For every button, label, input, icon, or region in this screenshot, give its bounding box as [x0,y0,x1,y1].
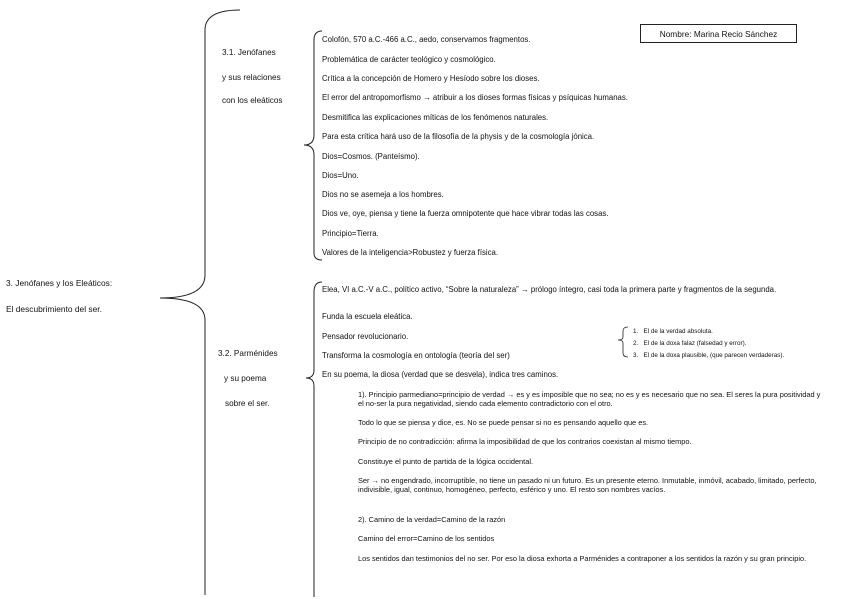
detail-paragraph: Los sentidos dan testimonios del no ser. Por eso la diosa exhorta a Parménides a contraponer a los sentidos la razón y su gran principio. [358,554,807,563]
section-2-title-line-1: 3.2. Parménides [218,349,278,358]
section-1-item: Dios no se asemeja a los hombres. [322,190,444,199]
sublist-number: 3. [633,352,639,359]
main-topic-line-1: 3. Jenófanes y los Eleáticos: [6,278,113,288]
section-2-title-line-2: y su poema [224,374,267,383]
detail-paragraph: 1). Principio parmediano=principio de verdad → es y es imposible que no sea; no es y es necesario que no sea. El seres la pura positividad y el no-ser la pura negatividad, siendo cada elemento contradictorio con el otro. [358,390,821,408]
section-2-title-line-3: sobre el ser. [225,399,270,408]
student-name: Nombre: Marina Recio Sánchez [659,28,778,39]
sublist-number: 2. [633,340,639,347]
section-1-item: Principio=Tierra. [322,229,379,238]
section-1-item: Colofón, 570 a.C.-466 a.C., aedo, conservamos fragmentos. [322,35,531,44]
section-1-item: Para esta crítica hará uso de la filosofía de la physis y de la cosmología jónica. [322,132,595,141]
section-1-item: Valores de la inteligencia>Robustez y fuerza física. [322,248,499,257]
section-1-item: Problemática de carácter teológico y cosmológico. [322,55,496,64]
section-1-item: El error del antropomorfismo → atribuir a los dioses formas físicas y psíquicas humanas. [322,93,628,102]
section-2-item: Elea, VI a.C.-V a.C., político activo, “Sobre la naturaleza” → prólogo íntegro, casi toda la primera parte y fragmentos de la segunda. [322,285,777,294]
detail-paragraph: Ser → no engendrado, incorruptible, no tiene un pasado ni un futuro. Es un presente eterno. Inmutable, inmóvil, acabado, limitado, perfecto, indivisible, igual, continuo, homogéneo, perfecto, esférico y uno. El resto son nombres vacíos. [358,476,817,494]
section-1-item: Dios=Uno. [322,171,359,180]
section-1-title-line-1: 3.1. Jenófanes [222,48,276,57]
section-1-brace [304,31,322,260]
section-1-title-line-2: y sus relaciones [222,73,281,82]
main-topic-line-2: El descubrimiento del ser. [6,304,102,314]
section-1-title-line-3: con los eleáticos [222,96,283,105]
sublist-item-1 [633,328,713,336]
detail-paragraph: Principio de no contradicción: afirma la imposibilidad de que los contrarios coexistan al mismo tiempo. [358,437,692,446]
section-1-item: Dios=Cosmos. (Panteísmo). [322,152,420,161]
detail-paragraph: Camino del error=Camino de los sentidos [358,534,495,543]
section-2-item: Funda la escuela eleática. [322,312,413,321]
section-2-item: En su poema, la diosa (verdad que se desvela), indica tres caminos. [322,370,559,379]
student-name-box [640,24,797,43]
sublist-number: 1. [633,328,639,335]
section-2-brace [306,282,322,597]
detail-paragraph: Todo lo que se piensa y dice, es. No se puede pensar si no es pensando aquello que es. [358,418,649,427]
sublist-brace [618,327,628,357]
detail-paragraph: 2). Camino de la verdad=Camino de la razón [358,515,506,524]
sublist-text: El de la verdad absoluta. [643,328,713,335]
sublist-text: El de la doxa plausible, (que parecen verdaderas). [643,352,785,359]
sublist-text: El de la doxa falaz (falsedad y error). [643,340,747,347]
section-1-item: Dios ve, oye, piensa y tiene la fuerza omnipotente que hace vibrar todas las cosas. [322,209,609,218]
detail-paragraph: Constituye el punto de partida de la lógica occidental. [358,457,534,466]
section-1-item: Crítica a la concepción de Homero y Hesíodo sobre los dioses. [322,74,540,83]
section-1-item: Desmitifica las explicaciones míticas de los fenómenos naturales. [322,113,549,122]
section-2-item: Transforma la cosmología en ontología (teoría del ser) [322,351,510,360]
section-2-item: Pensador revolucionario. [322,332,409,341]
sublist-item-2 [633,340,746,348]
sublist-item-3 [633,352,784,360]
